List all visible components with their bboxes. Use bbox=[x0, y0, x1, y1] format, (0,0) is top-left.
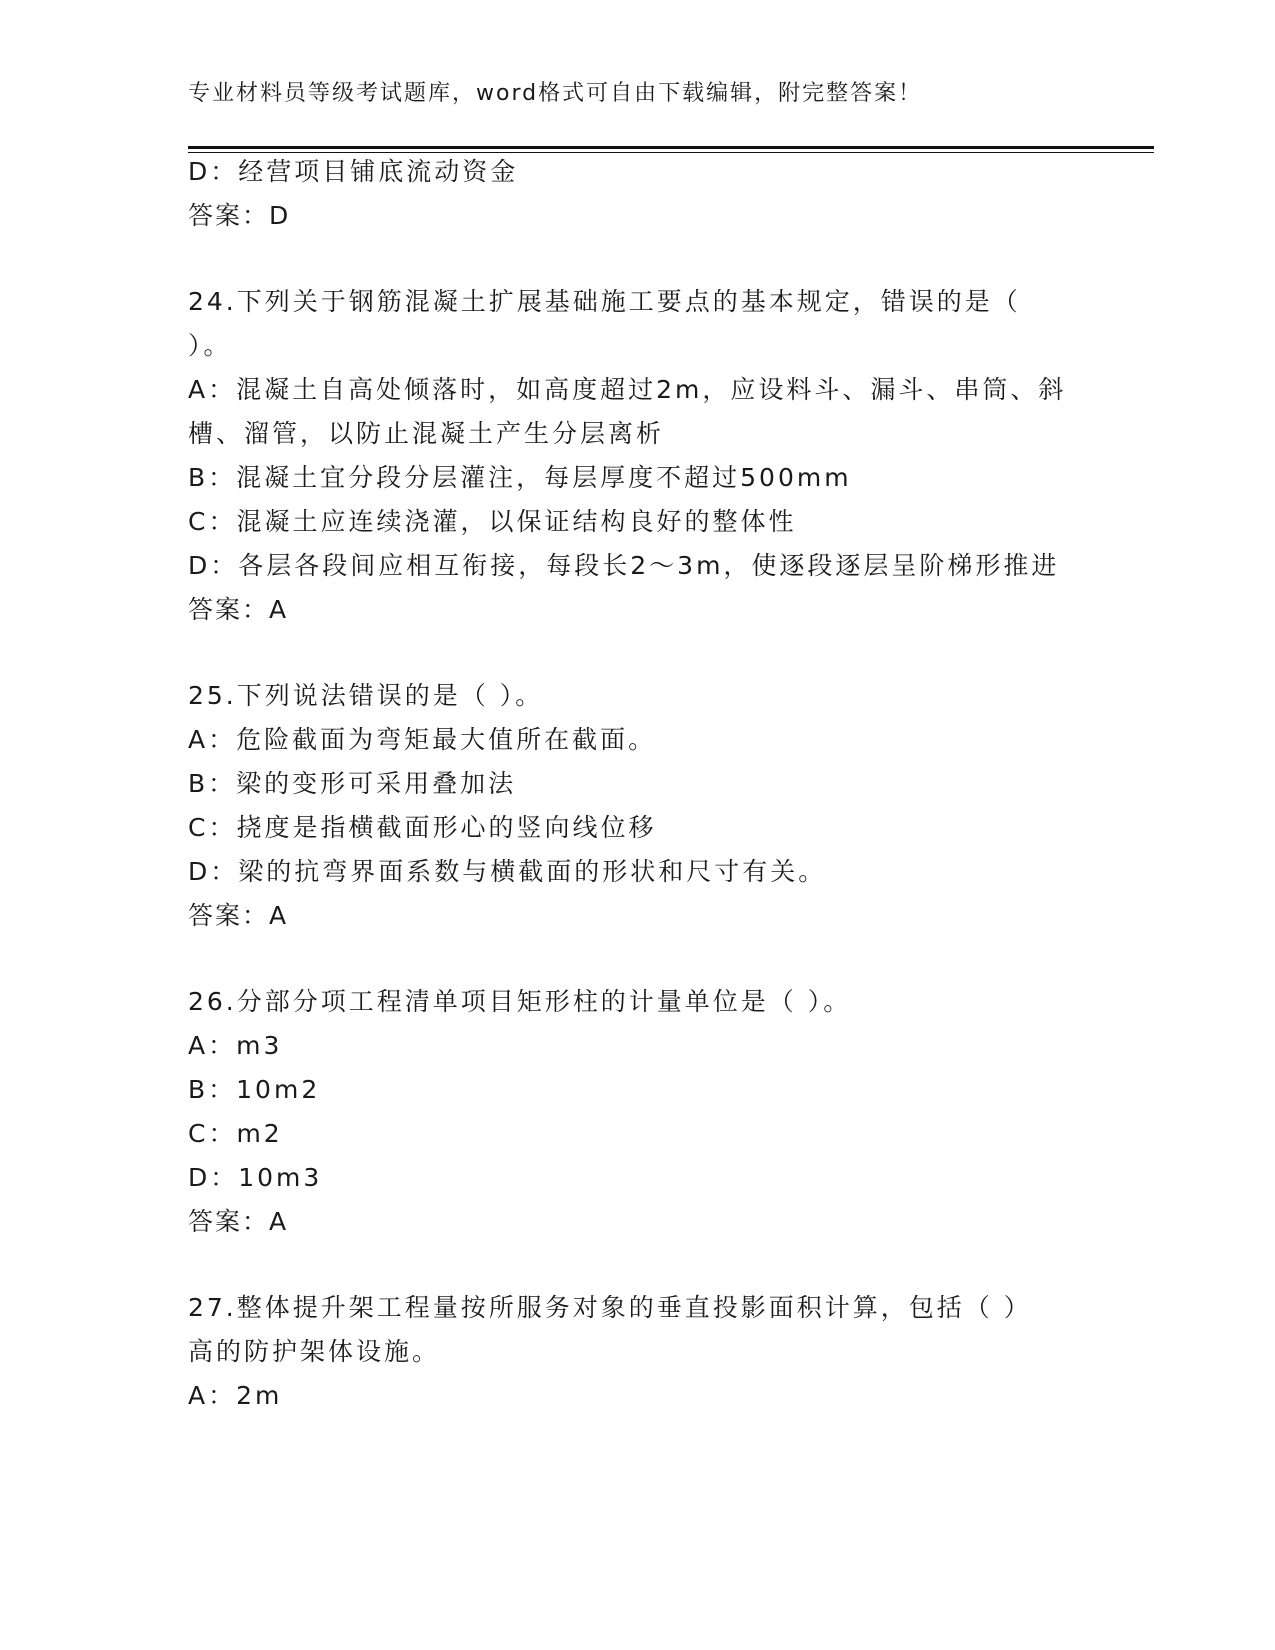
q24-option-d: D：各层各段间应相互衔接，每段长2～3m，使逐段逐层呈阶梯形推进 bbox=[188, 551, 1060, 580]
q25-option-b: B：梁的变形可采用叠加法 bbox=[188, 769, 517, 798]
page-header: 专业材料员等级考试题库，word格式可自由下载编辑，附完整答案！ bbox=[188, 81, 923, 106]
q24-stem-line2: ）。 bbox=[188, 331, 232, 360]
header-rule-thick bbox=[188, 146, 1154, 149]
header-rule-thin bbox=[188, 152, 1154, 153]
q26-option-a: A：m3 bbox=[188, 1031, 283, 1060]
q25-option-d: D：梁的抗弯界面系数与横截面的形状和尺寸有关。 bbox=[188, 857, 827, 886]
q26-option-d: D：10m3 bbox=[188, 1163, 323, 1192]
q26-stem: 26.分部分项工程清单项目矩形柱的计量单位是（ ）。 bbox=[188, 987, 852, 1016]
q25-option-a: A：危险截面为弯矩最大值所在截面。 bbox=[188, 725, 657, 754]
q24-option-b: B：混凝土宜分段分层灌注，每层厚度不超过500mm bbox=[188, 463, 852, 492]
prev-option-d: D：经营项目铺底流动资金 bbox=[188, 157, 519, 186]
q25-answer: 答案：A bbox=[188, 901, 289, 930]
q26-answer: 答案：A bbox=[188, 1207, 289, 1236]
q26-option-c: C：m2 bbox=[188, 1119, 283, 1148]
prev-answer: 答案：D bbox=[188, 201, 291, 230]
q27-stem-line1: 27.整体提升架工程量按所服务对象的垂直投影面积计算，包括（ ） bbox=[188, 1293, 1032, 1322]
q24-stem-line1: 24.下列关于钢筋混凝土扩展基础施工要点的基本规定，错误的是（ bbox=[188, 287, 1021, 316]
q25-stem: 25.下列说法错误的是（ ）。 bbox=[188, 681, 544, 710]
q24-answer: 答案：A bbox=[188, 595, 289, 624]
q24-option-a-line2: 槽、溜管，以防止混凝土产生分层离析 bbox=[188, 419, 665, 448]
q27-option-a: A：2m bbox=[188, 1381, 283, 1410]
q24-option-c: C：混凝土应连续浇灌，以保证结构良好的整体性 bbox=[188, 507, 797, 536]
q27-stem-line2: 高的防护架体设施。 bbox=[188, 1337, 441, 1366]
q24-option-a-line1: A：混凝土自高处倾落时，如高度超过2m，应设料斗、漏斗、串筒、斜 bbox=[188, 375, 1067, 404]
q25-option-c: C：挠度是指横截面形心的竖向线位移 bbox=[188, 813, 657, 842]
q26-option-b: B：10m2 bbox=[188, 1075, 321, 1104]
